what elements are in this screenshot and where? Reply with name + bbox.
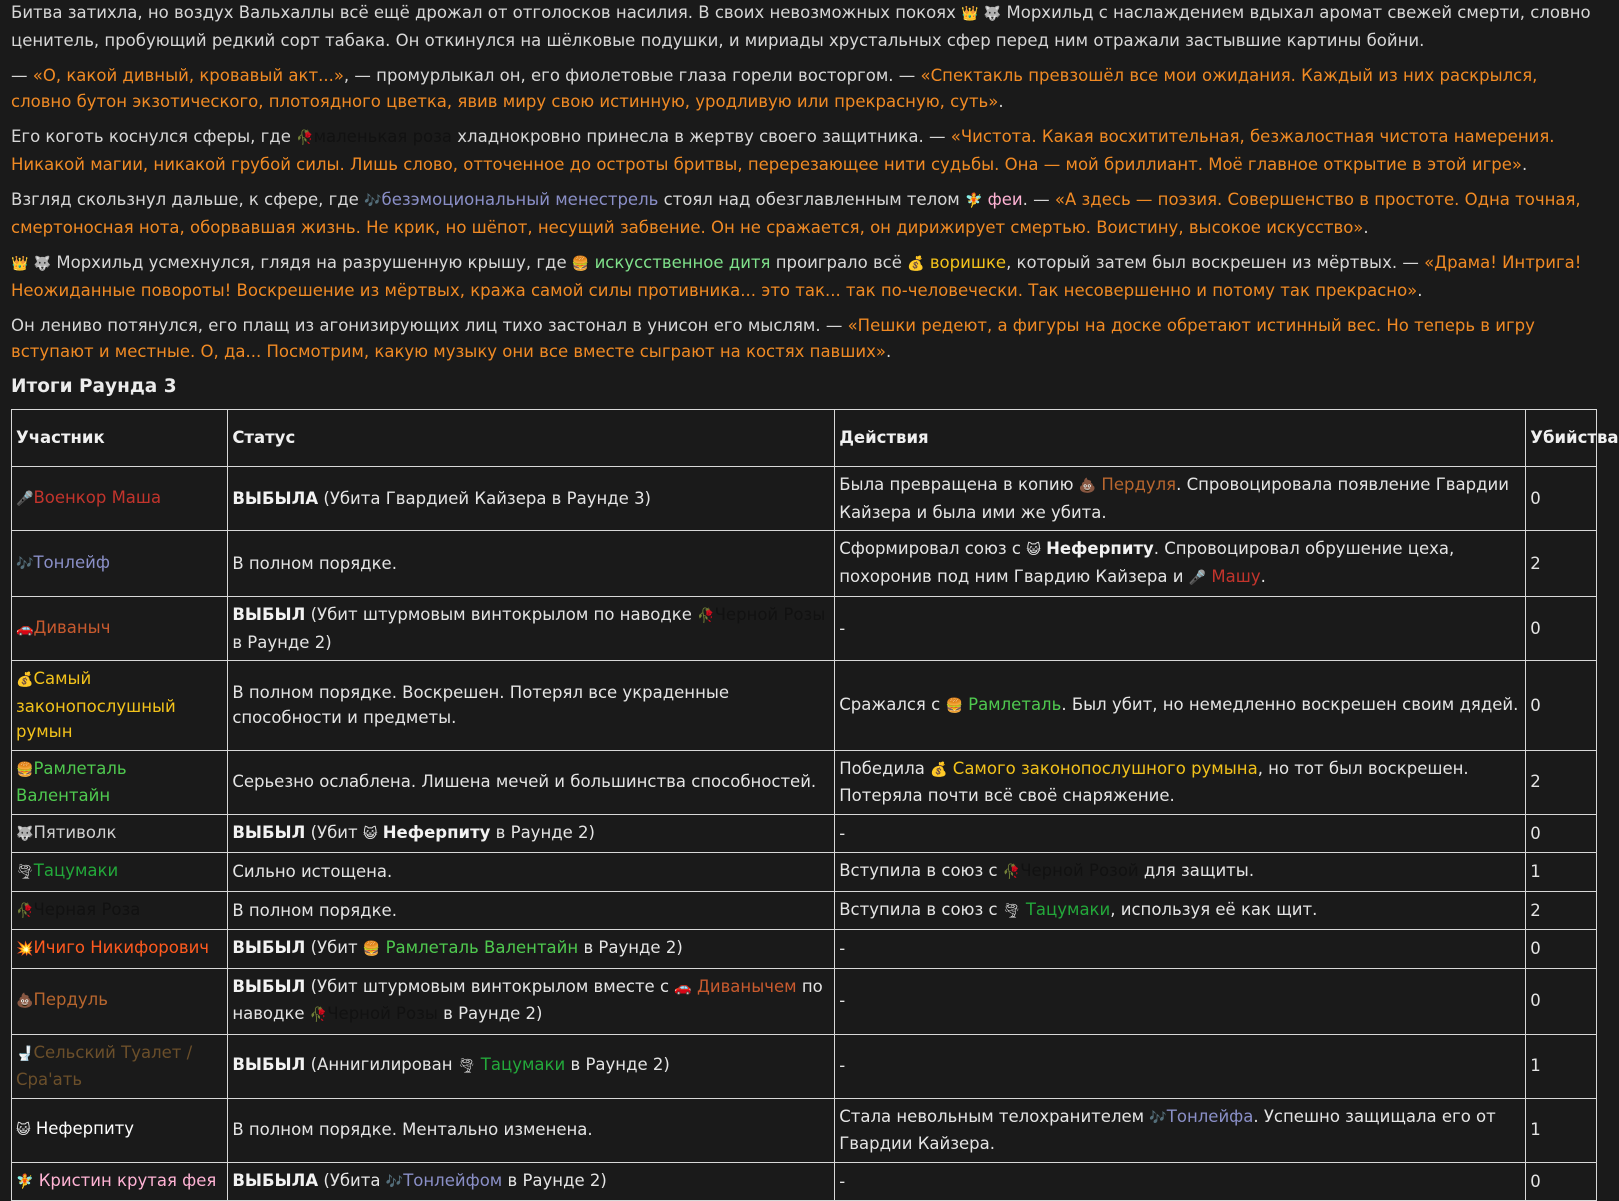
text: хладнокровно принесла в жертву своего защитника. — <box>457 127 946 146</box>
actions-cell <box>835 853 1526 892</box>
participant-cell <box>12 661 228 751</box>
quote: «Пешки редеют, а фигуры на доске обретают истинный вес. Но теперь в игру вступают и местные. О, да... Посмотрим, какую музыку они все вместе сыграют на костях павших» <box>11 316 1535 361</box>
status-text: В полном порядке. <box>232 900 397 920</box>
status-cell <box>228 1098 835 1162</box>
actions-text: Сформировал союз с <box>839 539 1021 558</box>
status-out: ВЫБЫЛ <box>232 1055 306 1075</box>
kills-cell: 2 <box>1526 750 1597 814</box>
character-name: Неферпиту <box>1046 539 1154 558</box>
money-bag-icon: 💰 <box>907 256 925 272</box>
table-row <box>12 750 1597 814</box>
story-paragraph-6 <box>11 313 1597 364</box>
actions-text: Вступила в союз с <box>839 899 998 919</box>
participant-name: Тонлейф <box>33 552 110 572</box>
character-name: феи <box>987 190 1023 209</box>
status-text: В полном порядке. Ментально изменена. <box>232 1120 593 1140</box>
actions-text: Сражался с <box>839 694 941 714</box>
actions-text: . Спровоцировал обрушение цеха, похоронив под ним Гвардию Кайзера и <box>839 539 1455 586</box>
text: стоял над обезглавленным телом <box>663 190 960 209</box>
wilted-rose-icon: 🥀 <box>296 130 314 146</box>
wilted-rose-icon: 🥀 <box>697 608 715 624</box>
status-out: ВЫБЫЛА <box>232 1170 319 1190</box>
status-out: ВЫБЫЛ <box>232 938 306 957</box>
tornado-icon: 🌪 <box>1002 902 1021 919</box>
character-name: Черной Розы <box>714 605 826 624</box>
text: . <box>885 341 892 361</box>
kills-cell: 0 <box>1526 968 1597 1034</box>
status-cell <box>228 1034 835 1098</box>
actions-text: . Спровоцировала появление Гвардии Кайзера и была ими же убита. <box>839 475 1509 522</box>
burger-icon: 🍔 <box>945 697 963 714</box>
actions-cell: - <box>835 930 1526 969</box>
kills-cell: 1 <box>1526 853 1597 892</box>
status-text: (Убит штурмовым винтокрылом вместе с <box>310 976 670 996</box>
wilted-rose-icon: 🥀 <box>1002 864 1021 880</box>
quote: «Драма! Интрига! Неожиданные повороты! Воскрешение из мёртвых, кража самой силы противника... это так... так по-человечески. Так несовершенно и потому так прекрасно» <box>11 253 1582 300</box>
status-text: В полном порядке. <box>232 553 397 573</box>
text: Морхильд с наслаждением вдыхал аромат свежей смерти, словно ценитель, пробующий редкий сорт табака. Он откинулся на шёлковые подушки, и мириады хрустальных сфер перед ним отражали застывшие картины бойни. <box>11 3 1591 50</box>
character-name: искусственное дитя <box>594 253 771 272</box>
story-paragraph-4 <box>11 187 1597 240</box>
actions-text: Была превращена в копию <box>839 475 1074 494</box>
status-text: в Раунде 2) <box>583 938 683 957</box>
participant-name: Рамлеталь Валентайн <box>16 758 127 805</box>
character-name: воришке <box>929 253 1007 272</box>
actions-text: Победила <box>839 758 925 778</box>
status-cell <box>228 968 835 1034</box>
actions-cell <box>835 467 1526 531</box>
participant-name: Самый законопослушный румын <box>16 669 176 741</box>
fairy-icon: 🧚 <box>16 1173 34 1190</box>
status-text: (Аннигилирован <box>310 1055 453 1075</box>
wilted-rose-icon: 🥀 <box>309 1007 328 1023</box>
participant-name: Кристин крутая фея <box>38 1170 217 1190</box>
wolf-icon: 🐺 <box>16 825 34 842</box>
actions-text: Вступила в союз с <box>839 861 998 880</box>
cat-icon: 😺 <box>1026 542 1041 558</box>
text: Он лениво потянулся, его плащ из агонизирующих лиц тихо застонал в унисон его мыслям. — <box>11 316 843 335</box>
car-icon: 🚗 <box>16 620 34 637</box>
actions-cell: - <box>835 1162 1526 1201</box>
participant-cell <box>12 750 228 814</box>
status-text: в Раунде 2) <box>507 1170 607 1190</box>
actions-cell: - <box>835 814 1526 853</box>
quote: «А здесь — поэзия. Совершенство в простоте. Одна точная, смертоносная нота, оборвавшая жизнь. Не крик, но шёпот, несущий забвение. Он не сражается, он дирижирует смертью. Воистину, высокое искусство» <box>11 190 1581 237</box>
crown-icon: 👑 <box>961 6 979 22</box>
crown-icon: 👑 <box>11 256 29 272</box>
text: Морхильд усмехнулся, глядя на разрушенную крышу, где <box>56 253 567 272</box>
participant-name: Черная Роза <box>33 899 141 919</box>
text: Взгляд скользнул дальше, к сфере, где <box>11 190 359 209</box>
quote: «Спектакль превзошёл все мои ожидания. Каждый из них раскрылся, словно бутон экзотического, плотоядного цветка, явив миру свою истинную, уродливую или прекрасную, суть» <box>11 66 1538 111</box>
text: . <box>1363 217 1369 237</box>
kills-cell: 2 <box>1526 891 1597 930</box>
character-name: Тонлейфом <box>403 1170 503 1190</box>
actions-cell: - <box>835 1034 1526 1098</box>
actions-cell <box>835 531 1526 597</box>
text: Его коготь коснулся сферы, где <box>11 127 291 146</box>
text: , — промурлыкал он, его фиолетовые глаза горели восторгом. — <box>343 66 916 85</box>
status-cell <box>228 814 835 853</box>
text: , который затем был воскрешен из мёртвых. — <box>1006 253 1419 272</box>
kills-cell: 1 <box>1526 1098 1597 1162</box>
cat-icon: 😺 <box>362 825 378 842</box>
participant-name: Пятиволк <box>33 822 117 842</box>
character-name: Рамлеталь Валентайн <box>385 938 579 957</box>
text: . <box>998 91 1004 111</box>
actions-cell <box>835 750 1526 814</box>
music-notes-icon: 🎶 <box>364 193 382 209</box>
wolf-icon: 🐺 <box>983 6 1002 22</box>
character-name: Рамлеталь <box>968 694 1062 714</box>
actions-text: для защиты. <box>1143 861 1255 880</box>
actions-cell <box>835 1098 1526 1162</box>
car-icon: 🚗 <box>674 979 692 996</box>
status-text: (Убита Гвардией Кайзера в Раунде 3) <box>323 488 651 508</box>
story-paragraph-1 <box>11 0 1597 53</box>
status-text: (Убит <box>310 938 358 957</box>
money-bag-icon: 💰 <box>16 672 34 688</box>
header-kills: Убийства <box>1526 410 1597 467</box>
status-text: в Раунде 2) <box>570 1055 670 1075</box>
status-text: В полном порядке. Воскрешен. Потерял все украденные способности и предметы. <box>232 682 730 728</box>
character-name: Тонлейфа <box>1166 1106 1254 1126</box>
status-cell <box>228 930 835 969</box>
character-name: Машу <box>1211 566 1261 586</box>
text: проиграло всё <box>775 253 902 272</box>
participant-cell <box>12 467 228 531</box>
status-out: ВЫБЫЛ <box>232 976 306 996</box>
kills-cell: 2 <box>1526 531 1597 597</box>
table-row <box>12 814 1597 853</box>
actions-text: . Был убит, но немедленно воскрешен своим дядей. <box>1061 694 1519 714</box>
text: — <box>11 66 28 85</box>
table-row <box>12 1034 1597 1098</box>
participant-name: Ичиго Никифорович <box>33 938 210 957</box>
status-out: ВЫБЫЛ <box>232 822 306 842</box>
status-text: в Раунде 2) <box>232 632 332 652</box>
story-paragraph-3 <box>11 124 1597 177</box>
tornado-icon: 🌪 <box>457 1058 476 1075</box>
status-out: ВЫБЫЛ <box>232 605 306 624</box>
participant-cell <box>12 531 228 597</box>
microphone-icon: 🎤 <box>16 490 34 507</box>
status-text: в Раунде 2) <box>443 1004 543 1023</box>
story-paragraph-2 <box>11 63 1597 114</box>
burger-icon: 🍔 <box>362 941 381 957</box>
toilet-icon: 🚽 <box>16 1045 34 1062</box>
microphone-icon: 🎤 <box>1188 569 1207 586</box>
collision-icon: 💥 <box>16 941 34 957</box>
actions-cell: - <box>835 968 1526 1034</box>
music-notes-icon: 🎶 <box>1149 1109 1167 1126</box>
participant-cell <box>12 1098 228 1162</box>
character-name: Пердуля <box>1101 475 1177 494</box>
participant-name: Неферпиту <box>35 1119 135 1139</box>
status-cell <box>228 891 835 930</box>
participant-cell <box>12 1034 228 1098</box>
poop-icon: 💩 <box>1078 478 1097 494</box>
character-name: Самого законопослушного румына <box>952 758 1258 778</box>
actions-cell <box>835 891 1526 930</box>
character-name: Черной Розы <box>327 1004 438 1023</box>
cat-icon: 😺 <box>16 1122 31 1139</box>
participant-name: Диваныч <box>33 617 111 637</box>
table-row <box>12 531 1597 597</box>
status-text: по наводке <box>232 976 823 1023</box>
character-name: безэмоциональный менестрель <box>381 190 659 209</box>
participant-cell <box>12 814 228 853</box>
participant-cell <box>12 597 228 661</box>
table-row <box>12 968 1597 1034</box>
kills-cell: 0 <box>1526 930 1597 969</box>
participant-name: Военкор Маша <box>33 487 162 507</box>
header-participant: Участник <box>12 410 228 467</box>
character-name: Диванычем <box>696 976 797 996</box>
story-paragraph-5 <box>11 250 1597 303</box>
participant-cell <box>12 1162 228 1201</box>
status-cell <box>228 467 835 531</box>
fairy-icon: 🧚 <box>964 193 983 209</box>
music-notes-icon: 🎶 <box>16 555 34 572</box>
burger-icon: 🍔 <box>571 256 590 272</box>
status-text: (Убит штурмовым винтокрылом по наводке <box>310 605 692 624</box>
table-row <box>12 467 1597 531</box>
status-cell <box>228 853 835 892</box>
money-bag-icon: 💰 <box>930 761 948 778</box>
participant-name: Сельский Туалет / Сра'ать <box>16 1042 193 1089</box>
kills-cell: 0 <box>1526 814 1597 853</box>
text: Битва затихла, но воздух Вальхаллы всё ещё дрожал от отголосков насилия. В своих невозможных покоях <box>11 3 956 22</box>
header-status: Статус <box>228 410 835 467</box>
text: . <box>1521 154 1528 174</box>
music-notes-icon: 🎶 <box>385 1173 404 1190</box>
actions-cell <box>835 661 1526 751</box>
actions-text: . Успешно защищала его от Гвардии Кайзера. <box>839 1106 1496 1153</box>
actions-text: Стала невольным телохранителем <box>839 1106 1145 1126</box>
status-text: Сильно истощена. <box>232 862 393 881</box>
table-row <box>12 1162 1597 1201</box>
character-name: Тацумаки <box>480 1055 566 1075</box>
tornado-icon: 🌪 <box>16 864 34 880</box>
character-name: Неферпиту <box>382 822 491 842</box>
table-row <box>12 891 1597 930</box>
header-actions: Действия <box>835 410 1526 467</box>
section-title: Итоги Раунда 3 <box>11 376 177 397</box>
round-results-table <box>11 409 1619 1201</box>
status-cell <box>228 661 835 751</box>
kills-cell: 0 <box>1526 1162 1597 1201</box>
wilted-rose-icon: 🥀 <box>16 902 34 919</box>
kills-cell: 1 <box>1526 1034 1597 1098</box>
quote: «О, какой дивный, кровавый акт...» <box>32 66 344 85</box>
status-cell <box>228 597 835 661</box>
text: . — <box>1022 190 1050 209</box>
wolf-icon: 🐺 <box>33 256 52 272</box>
participant-cell <box>12 968 228 1034</box>
poop-icon: 💩 <box>16 993 34 1010</box>
table-row <box>12 661 1597 751</box>
table-header-row <box>12 410 1597 467</box>
character-name: маленькая роза <box>313 127 453 146</box>
table-row <box>12 1098 1597 1162</box>
status-cell <box>228 1162 835 1201</box>
quote: «Чистота. Какая восхитительная, безжалостная чистота намерения. Никакой магии, никакой грубой силы. Лишь слово, отточенное до остроты бритвы, перерезающее нити судьбы. Она — мой бриллиант. Моё главное открытие в этой игре» <box>11 127 1555 174</box>
status-text: в Раунде 2) <box>495 822 595 842</box>
table-row <box>12 853 1597 892</box>
text: . <box>1417 280 1423 300</box>
participant-cell <box>12 853 228 892</box>
kills-cell: 0 <box>1526 661 1597 751</box>
table-row <box>12 597 1597 661</box>
status-cell <box>228 750 835 814</box>
participant-name: Тацумаки <box>33 861 119 880</box>
status-text: (Убит <box>310 822 358 842</box>
kills-cell: 0 <box>1526 467 1597 531</box>
burger-icon: 🍔 <box>16 761 34 778</box>
actions-text: . <box>1260 566 1266 586</box>
status-text: Серьезно ослаблена. Лишена мечей и большинства способностей. <box>232 772 817 792</box>
kills-cell: 0 <box>1526 597 1597 661</box>
participant-cell <box>12 930 228 969</box>
actions-text: , но тот был воскрешен. Потеряла почти всё своё снаряжение. <box>839 758 1469 805</box>
actions-cell: - <box>835 597 1526 661</box>
participant-cell <box>12 891 228 930</box>
character-name: Черной Розой <box>1020 861 1139 880</box>
status-cell <box>228 531 835 597</box>
table-row <box>12 930 1597 969</box>
character-name: Тацумаки <box>1025 899 1111 919</box>
status-out: ВЫБЫЛА <box>232 488 319 508</box>
participant-name: Пердуль <box>33 990 108 1010</box>
actions-text: , используя её как щит. <box>1110 899 1318 919</box>
status-text: (Убита <box>323 1170 381 1190</box>
